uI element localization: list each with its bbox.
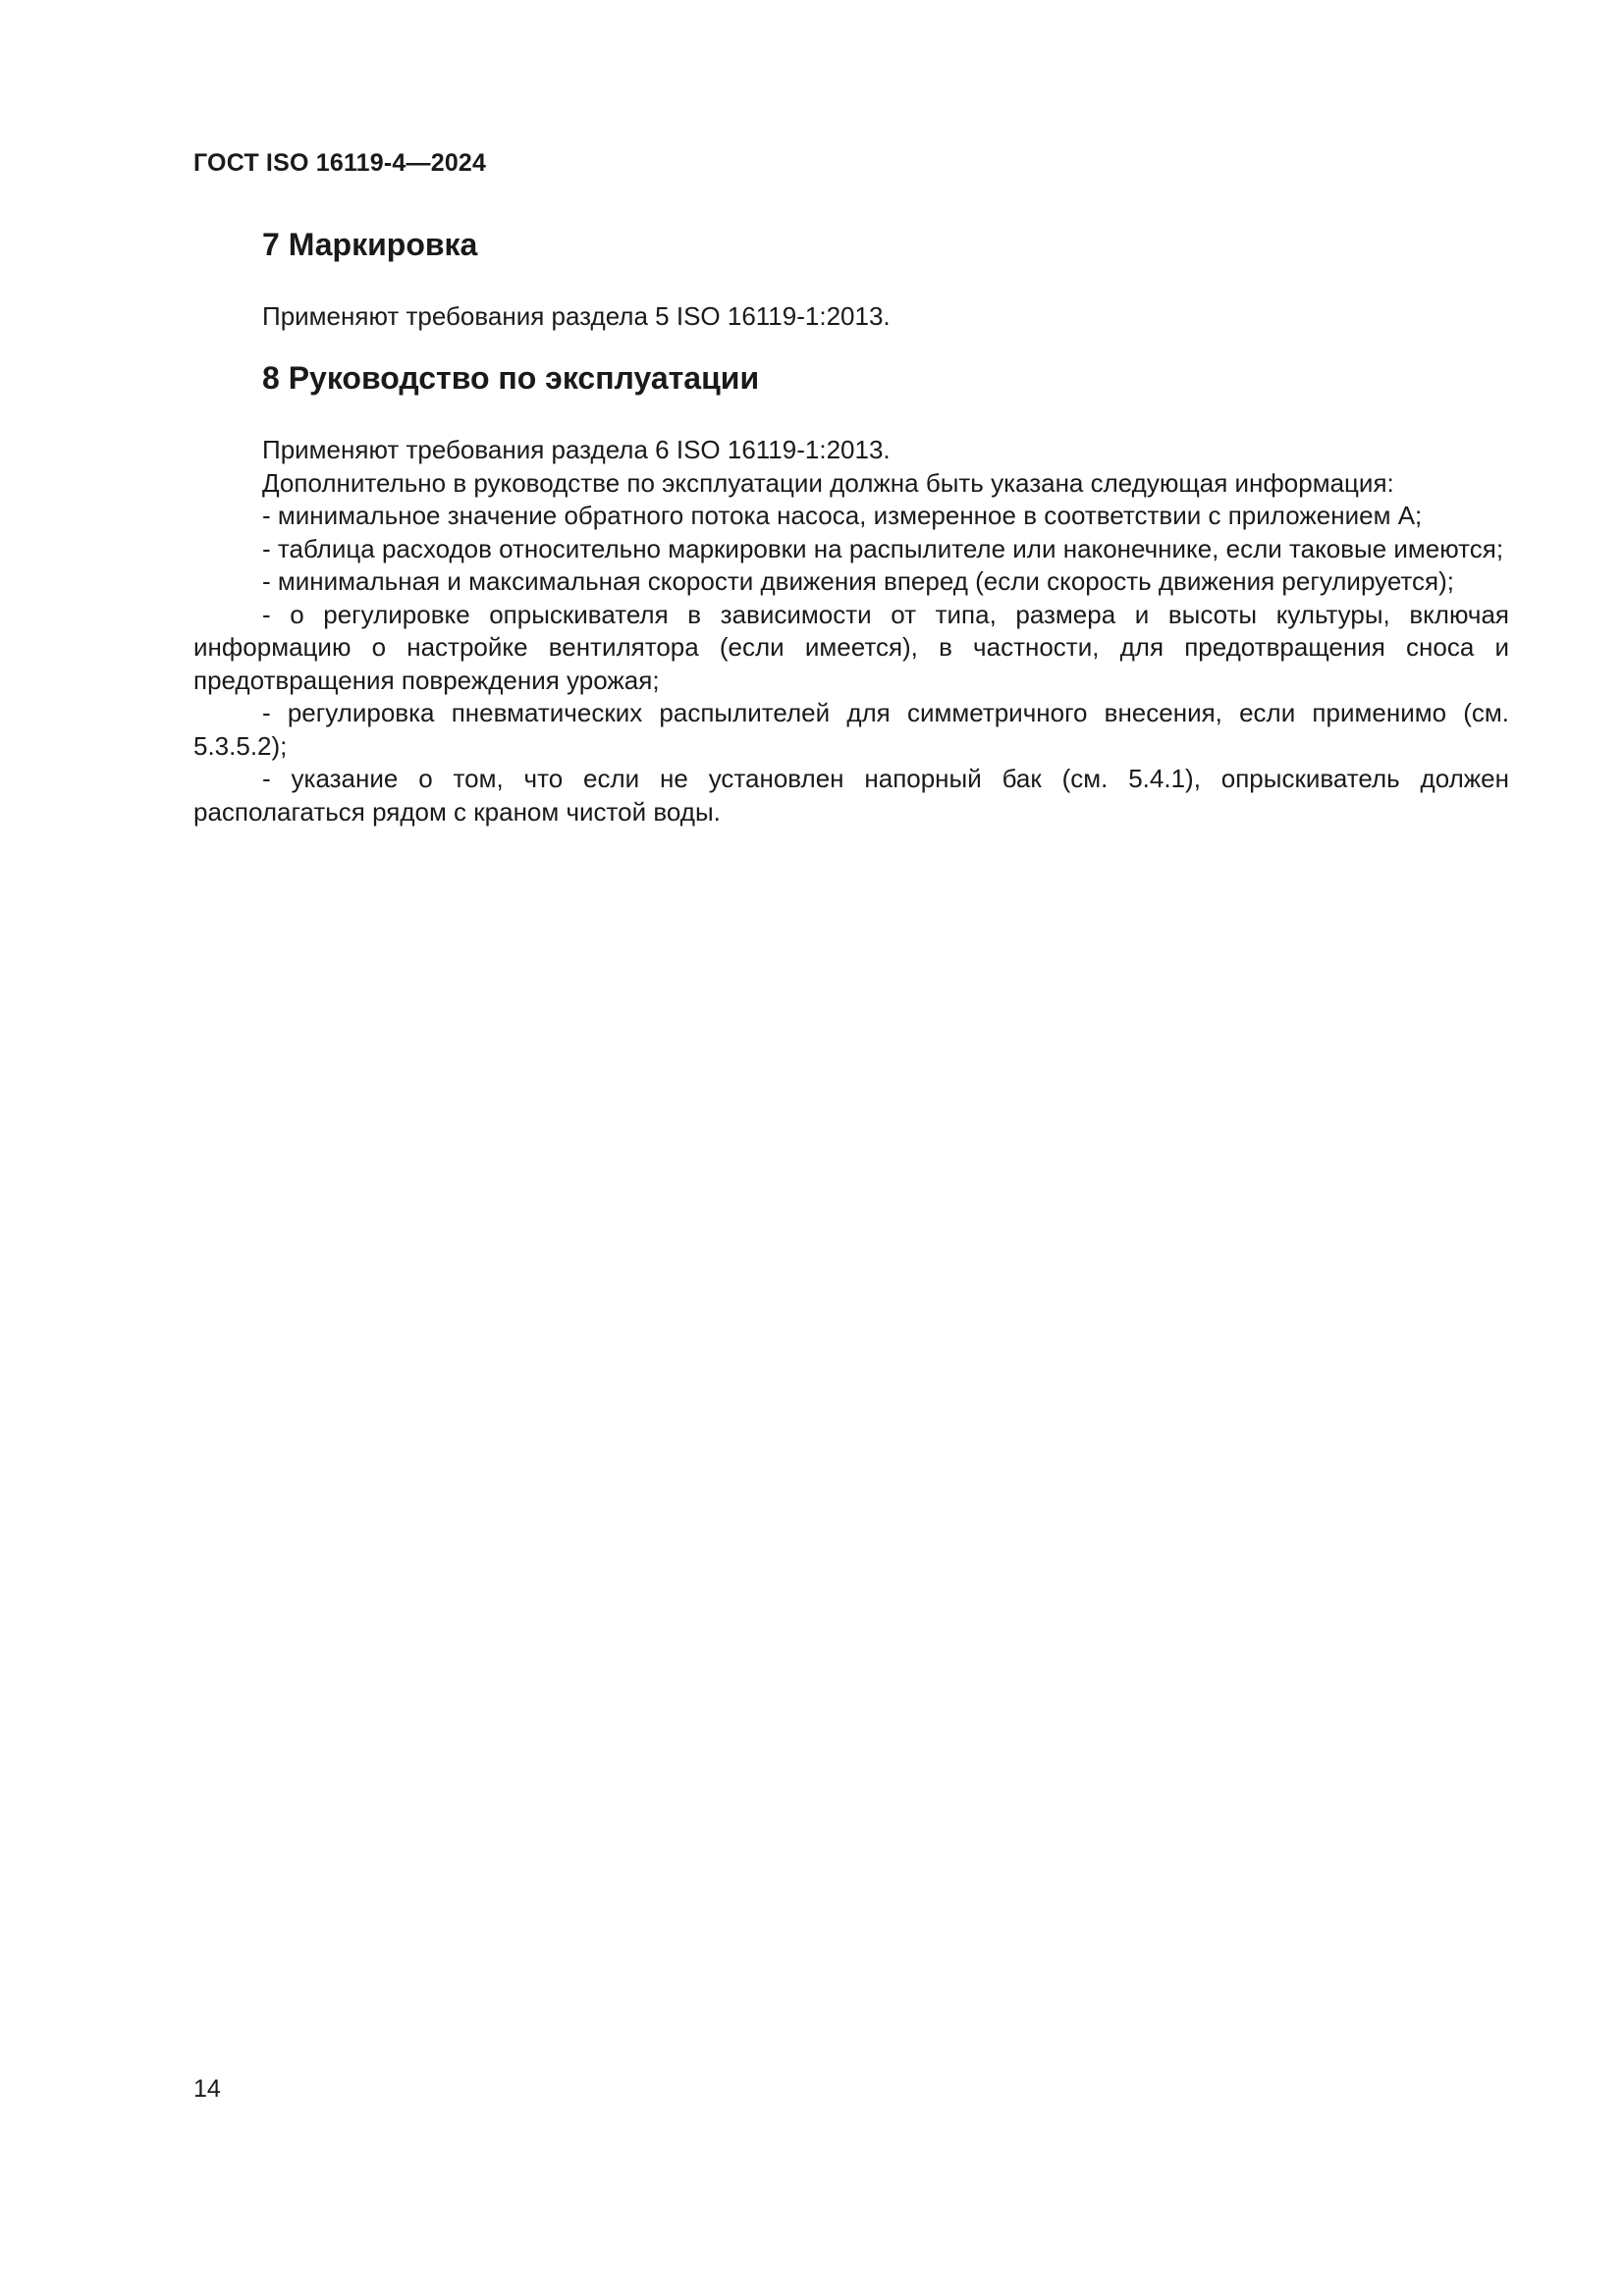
section-heading-marking: 7 Маркировка: [262, 227, 478, 262]
list-item: - минимальное значение обратного потока насоса, измеренное в соответствии с приложением А;: [262, 501, 1423, 530]
section-marking: [193, 226, 1509, 334]
list-item: - о регулировке опрыскивателя в зависимости от типа, размера и высоты культуры, включая информацию о настройке вентилятора (если имеется), в частности, для предотвращения сноса и предотвращения повреждения урожая;: [193, 599, 1509, 695]
list-item: - минимальная и максимальная скорости движения вперед (если скорость движения регулируется);: [262, 566, 1455, 596]
list-item: - таблица расходов относительно маркировки на распылителе или наконечнике, если таковые имеются;: [262, 533, 1504, 563]
paragraph: Применяют требования раздела 6 ISO 16119-1:2013.: [262, 435, 891, 464]
list-item: - указание о том, что если не установлен напорный бак (см. 5.4.1), опрыскиватель должен располагаться рядом с краном чистой воды.: [193, 764, 1509, 827]
section-operating-manual: [193, 359, 1509, 828]
list-item: - регулировка пневматических распылителей для симметричного внесения, если применимо (см. 5.3.5.2);: [193, 698, 1509, 761]
paragraph: Применяют требования раздела 5 ISO 16119-1:2013.: [262, 301, 891, 331]
section-body-marking: [193, 300, 1509, 334]
section-body-operating-manual: [193, 434, 1509, 828]
page-number: 14: [193, 2075, 221, 2103]
section-heading-operating-manual: 8 Руководство по эксплуатации: [262, 360, 760, 396]
running-header: ГОСТ ISO 16119-4—2024: [193, 149, 487, 177]
paragraph: Дополнительно в руководстве по эксплуатации должна быть указана следующая информация:: [262, 467, 1394, 498]
